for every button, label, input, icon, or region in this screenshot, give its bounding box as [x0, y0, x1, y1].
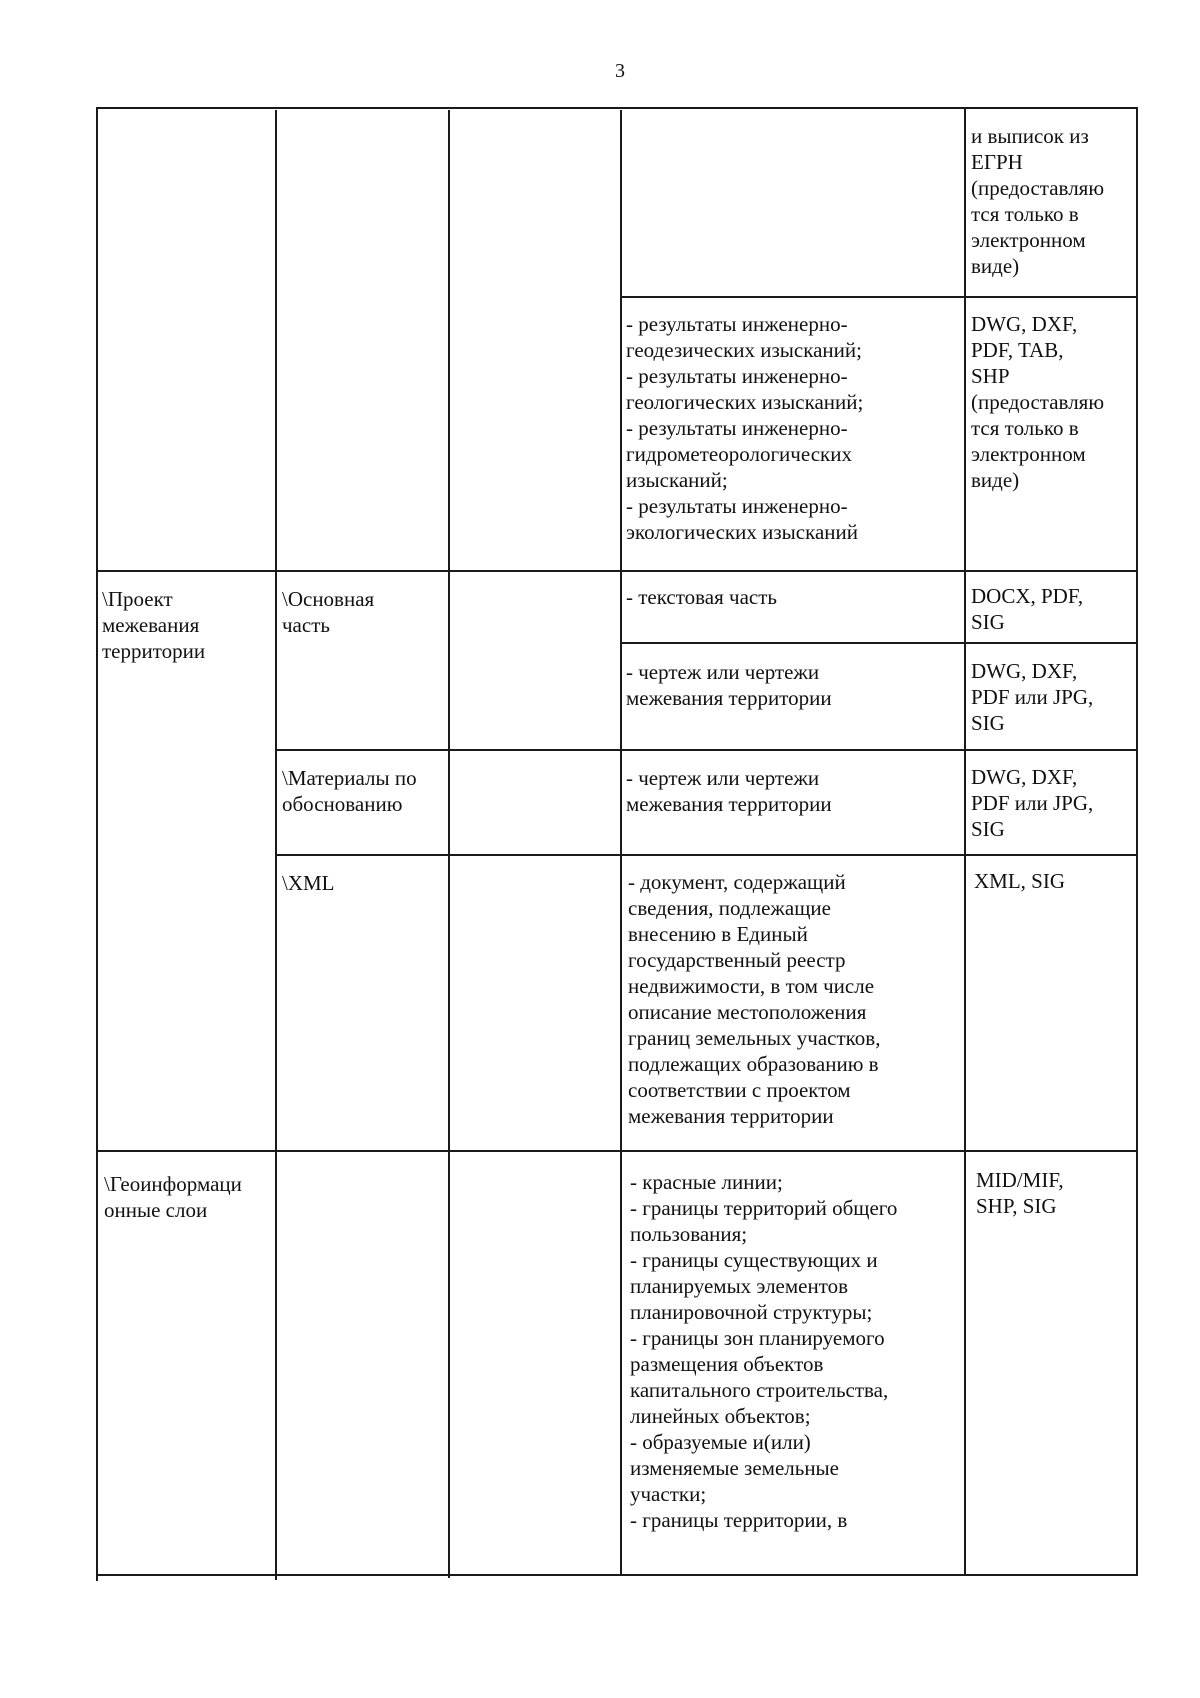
table-cell-format: и выписок из ЕГРН (предоставляю тся только в электронном виде): [971, 124, 1105, 278]
table-cell-content: - текстовая часть: [626, 585, 777, 609]
table-cell-content: - документ, содержащий сведения, подлежащие внесению в Единый государственный реестр недвижимости, в том числе описание местоположения границ земельных участков, подлежащих образованию в соответствии с проектом межевания территории: [628, 870, 881, 1128]
table-cell-content: - красные линии; - границы территорий общего пользования; - границы существующих и планируемых элементов планировочной структуры; - границы зон планируемого размещения объектов капитального строительства, линейных объектов; - образуемые и(или) изменяемые земельные участки; - границы территории, в: [630, 1170, 898, 1532]
table-row-divider: [620, 296, 1138, 298]
table-row-divider: [620, 642, 1138, 644]
table-column-divider: [620, 110, 622, 1576]
table-cell-format: DWG, DXF, PDF или JPG, SIG: [971, 765, 1094, 841]
table-column-divider: [275, 110, 277, 1580]
table-cell-format: DWG, DXF, PDF, TAB, SHP (предоставляю тся только в электронном виде): [971, 312, 1105, 492]
table-column-divider: [448, 110, 450, 1578]
table-cell-content: - чертеж или чертежи межевания территории: [626, 766, 832, 816]
table-cell-folder: \Проект межевания территории: [102, 587, 206, 663]
table-cell-subfolder: \Основная часть: [282, 587, 375, 637]
table-border-right: [1136, 107, 1138, 1575]
table-cell-content: - результаты инженерно- геодезических изысканий; - результаты инженерно- геологических изысканий; - результаты инженерно- гидрометеорологических изысканий; - результаты инженерно- экологических изысканий: [626, 312, 864, 544]
table-border-top: [96, 107, 1138, 109]
table-cell-format: XML, SIG: [974, 869, 1066, 893]
table-border-left: [96, 107, 98, 1581]
table-cell-format: DWG, DXF, PDF или JPG, SIG: [971, 659, 1094, 735]
table-cell-subfolder: \XML: [282, 871, 335, 895]
table-column-divider: [964, 107, 966, 1575]
table-border-bottom: [96, 1574, 1138, 1576]
table-cell-folder: \Геоинформаци онные слои: [104, 1172, 242, 1222]
table-row-divider: [275, 749, 1138, 751]
table-cell-format: MID/MIF, SHP, SIG: [976, 1168, 1064, 1218]
table-cell-format: DOCX, PDF, SIG: [971, 584, 1084, 634]
table-row-divider: [96, 1150, 1138, 1152]
page-number: 3: [615, 60, 625, 82]
table-row-divider: [96, 570, 1138, 572]
table-row-divider: [275, 854, 1138, 856]
table-cell-subfolder: \Материалы по обоснованию: [282, 766, 417, 816]
table-cell-content: - чертеж или чертежи межевания территории: [626, 660, 832, 710]
